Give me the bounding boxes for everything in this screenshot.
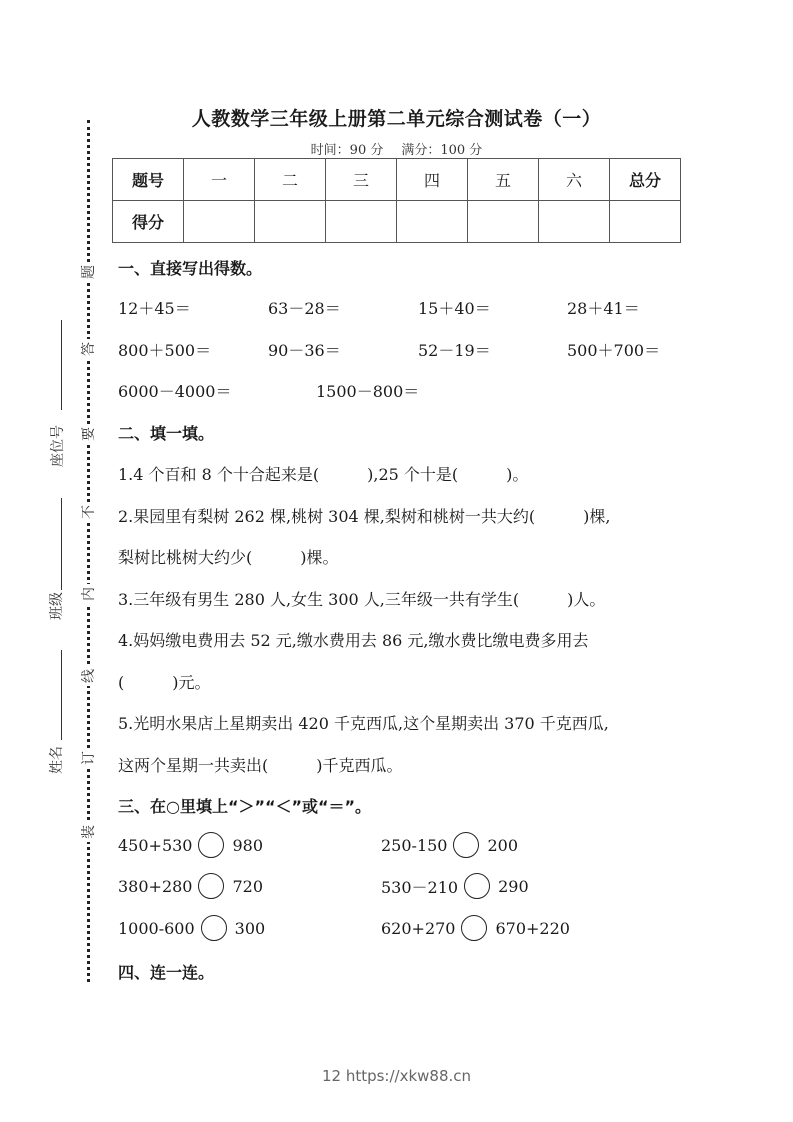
compare-right: 200 (487, 835, 519, 855)
fill-question-1: 1.4 个百和 8 个十合起来是( ),25 个十是( )。 (118, 465, 529, 484)
calc-item: 28＋41＝ (567, 299, 640, 318)
compare-item (118, 915, 265, 941)
fill-question-4-cont: ( )元。 (118, 673, 211, 692)
score-table-cell: 一 (184, 159, 255, 201)
score-table-cell: 题号 (113, 159, 184, 201)
name-label: 姓名 (49, 746, 65, 774)
fill-question-2: 2.果园里有梨树 262 棵,桃树 304 棵,梨树和桃树一共大约( )棵, (118, 507, 611, 526)
score-input-cell[interactable] (468, 201, 539, 243)
compare-item (381, 915, 570, 941)
margin-char: 要 (78, 424, 98, 444)
compare-circle-input[interactable] (198, 873, 224, 899)
fill-question-3: 3.三年级有男生 280 人,女生 300 人,三年级一共有学生( )人。 (118, 590, 606, 609)
margin-char: 线 (78, 666, 98, 686)
fill-question-5-cont: 这两个星期一共卖出( )千克西瓜。 (118, 756, 403, 775)
compare-left: 380+280 (118, 876, 193, 896)
compare-left: 530－210 (381, 877, 459, 897)
compare-item (381, 873, 529, 899)
compare-right: 290 (498, 876, 529, 896)
fill-question-4: 4.妈妈缴电费用去 52 元,缴水费用去 86 元,缴水费比缴电费多用去 (118, 631, 589, 650)
margin-char: 答 (78, 339, 98, 359)
score-table-cell: 总分 (610, 159, 681, 201)
exam-info (0, 139, 793, 158)
calc-item: 12＋45＝ (118, 299, 191, 318)
compare-left: 450+530 (118, 835, 193, 855)
calc-item: 800＋500＝ (118, 341, 212, 360)
section-4-heading: 四、连一连。 (118, 963, 215, 982)
fill-question-5: 5.光明水果店上星期卖出 420 千克西瓜,这个星期卖出 370 千克西瓜, (118, 714, 609, 733)
compare-circle-input[interactable] (453, 832, 479, 858)
score-table-cell: 六 (539, 159, 610, 201)
score-table-header-row (113, 159, 681, 201)
compare-right: 720 (232, 876, 264, 896)
score-input-cell[interactable] (326, 201, 397, 243)
calc-item: 90－36＝ (268, 341, 341, 360)
compare-item (118, 873, 263, 899)
score-table-cell: 二 (255, 159, 326, 201)
score-input-cell[interactable] (255, 201, 326, 243)
compare-left: 620+270 (381, 918, 456, 938)
score-table-cell: 三 (326, 159, 397, 201)
score-input-cell[interactable] (184, 201, 255, 243)
margin-char: 订 (78, 748, 98, 768)
calc-item: 500＋700＝ (567, 341, 661, 360)
class-label: 班级 (49, 592, 65, 620)
section-1-heading: 一、直接写出得数。 (118, 259, 263, 278)
margin-char: 内 (78, 584, 98, 604)
section-2-heading: 二、填一填。 (118, 424, 215, 443)
seat-number-field[interactable] (61, 320, 62, 410)
compare-circle-input[interactable] (201, 915, 227, 941)
score-input-cell[interactable] (610, 201, 681, 243)
score-row-label: 得分 (113, 201, 184, 243)
calc-item: 6000－4000＝ (118, 382, 232, 401)
page-footer: 12 https://xkw88.cn (321, 1067, 472, 1085)
calc-item: 63－28＝ (268, 299, 341, 318)
time-limit: 时间：90 分 (310, 143, 384, 158)
compare-left: 1000-600 (118, 918, 195, 938)
page-title: 人教数学三年级上册第二单元综合测试卷（一） (191, 108, 602, 130)
full-score: 满分：100 分 (401, 143, 483, 158)
calc-item: 52－19＝ (418, 341, 491, 360)
calc-item: 15＋40＝ (418, 299, 491, 318)
score-input-cell[interactable] (539, 201, 610, 243)
fill-question-2-cont: 梨树比桃树大约少( )棵。 (118, 548, 339, 567)
seat-number-label: 座位号 (50, 425, 66, 467)
compare-item (381, 832, 518, 858)
compare-right: 670+220 (495, 918, 570, 938)
compare-right: 980 (232, 835, 264, 855)
name-field[interactable] (61, 650, 62, 740)
compare-circle-input[interactable] (464, 873, 490, 899)
compare-circle-input[interactable] (198, 832, 224, 858)
compare-left: 250-150 (381, 835, 448, 855)
margin-char: 不 (78, 502, 98, 522)
compare-circle-input[interactable] (461, 915, 487, 941)
score-input-cell[interactable] (397, 201, 468, 243)
score-table-cell: 五 (468, 159, 539, 201)
score-table-score-row (113, 201, 681, 243)
margin-char: 题 (78, 262, 98, 282)
score-table (112, 158, 681, 243)
calc-item: 1500－800＝ (316, 382, 420, 401)
class-field[interactable] (61, 540, 62, 590)
binding-dotted-line (87, 120, 90, 982)
section-3-heading: 三、在○里填上“＞”“＜”或“＝”。 (118, 797, 372, 816)
margin-char: 装 (78, 822, 98, 842)
compare-item (118, 832, 263, 858)
score-table-cell: 四 (397, 159, 468, 201)
compare-right: 300 (234, 918, 266, 938)
